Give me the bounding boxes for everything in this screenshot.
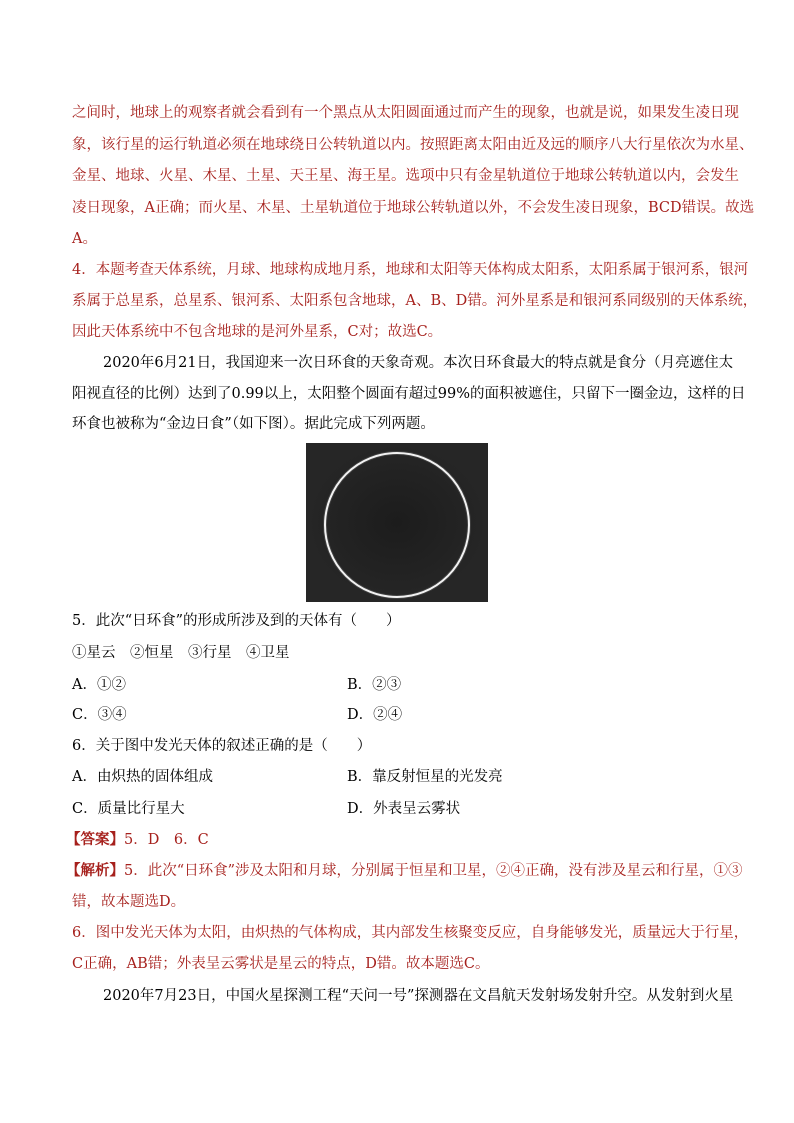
option-c: C．质量比行星大 xyxy=(72,801,185,817)
next-intro-line: 2020年7月23日，中国火星探测工程“天问一号”探测器在文昌航天发射场发射升空。从发射到火星 xyxy=(103,988,734,1004)
text-line: A。 xyxy=(72,231,97,247)
analysis-line: 错，故本题选D。 xyxy=(72,894,186,910)
intro-line: 环食也被称为“金边日食”（如下图）。据此完成下列两题。 xyxy=(72,416,435,432)
analysis-line xyxy=(66,861,743,881)
analysis-line: C正确，AB错；外表呈云雾状是星云的特点，D错。故本题选C。 xyxy=(72,956,490,972)
question-6-options-row-1 xyxy=(0,767,794,787)
intro-line: 2020年6月21日，我国迎来一次日环食的天象奇观。本次日环食最大的特点就是食分（月亮遮住太 xyxy=(103,355,734,371)
option-d: D．外表呈云雾状 xyxy=(347,801,461,817)
option-a: A．①② xyxy=(72,677,126,693)
eclipse-ring-graphic xyxy=(306,443,488,602)
answer-label: 【答案】 xyxy=(66,831,124,848)
text-line: 4．本题考查天体系统，月球、地球构成地月系，地球和太阳等天体构成太阳系，太阳系属于银河系，银河 xyxy=(72,262,749,278)
annular-eclipse-image xyxy=(306,443,488,602)
option-d: D．②④ xyxy=(347,707,403,723)
question-5-items: ①星云 ②恒星 ③行星 ④卫星 xyxy=(72,645,290,661)
text-line: 之间时，地球上的观察者就会看到有一个黑点从太阳圆面通过而产生的现象，也就是说，如果发生凌日现 xyxy=(72,105,739,121)
question-5-options-row-1 xyxy=(0,675,794,695)
question-6-options-row-2 xyxy=(0,799,794,819)
option-a: A．由炽热的固体组成 xyxy=(72,769,213,785)
analysis-text: 5．此次“日环食”涉及太阳和月球，分别属于恒星和卫星，②④正确，没有涉及星云和行星，①③ xyxy=(124,863,743,879)
question-5-options-row-2 xyxy=(0,705,794,725)
question-6-stem: 6．关于图中发光天体的叙述正确的是（ ） xyxy=(72,738,372,754)
analysis-line: 6．图中发光天体为太阳，由炽热的气体构成，其内部发生核聚变反应，自身能够发光，质量远大于行星， xyxy=(72,925,749,941)
text-line: 金星、地球、火星、木星、土星、天王星、海王星。选项中只有金星轨道位于地球公转轨道以内，会发生 xyxy=(72,168,739,184)
option-b: B．靠反射恒星的光发亮 xyxy=(347,769,503,785)
answer-text: 5．D 6．C xyxy=(124,832,209,848)
text-line: 系属于总星系，总星系、银河系、太阳系包含地球，A、B、D错。河外星系是和银河系同级别的天体系统， xyxy=(72,293,758,309)
text-line: 象，该行星的运行轨道必须在地球绕日公转轨道以内。按照距离太阳由近及远的顺序八大行星依次为水星、 xyxy=(72,137,754,153)
intro-line: 阳视直径的比例）达到了0.99以上，太阳整个圆面有超过99%的面积被遮住，只留下一圈金边，这样的日 xyxy=(72,386,746,402)
text-line: 凌日现象，A正确；而火星、木星、土星轨道位于地球公转轨道以外，不会发生凌日现象，BCD错误。故选 xyxy=(72,200,755,216)
answer-line xyxy=(66,830,726,850)
option-b: B．②③ xyxy=(347,677,402,693)
text-line: 因此天体系统中不包含地球的是河外星系，C对；故选C。 xyxy=(72,324,443,340)
question-5-stem: 5．此次“日环食”的形成所涉及到的天体有（ ） xyxy=(72,613,401,629)
option-c: C．③④ xyxy=(72,707,127,723)
analysis-label: 【解析】 xyxy=(66,862,124,879)
